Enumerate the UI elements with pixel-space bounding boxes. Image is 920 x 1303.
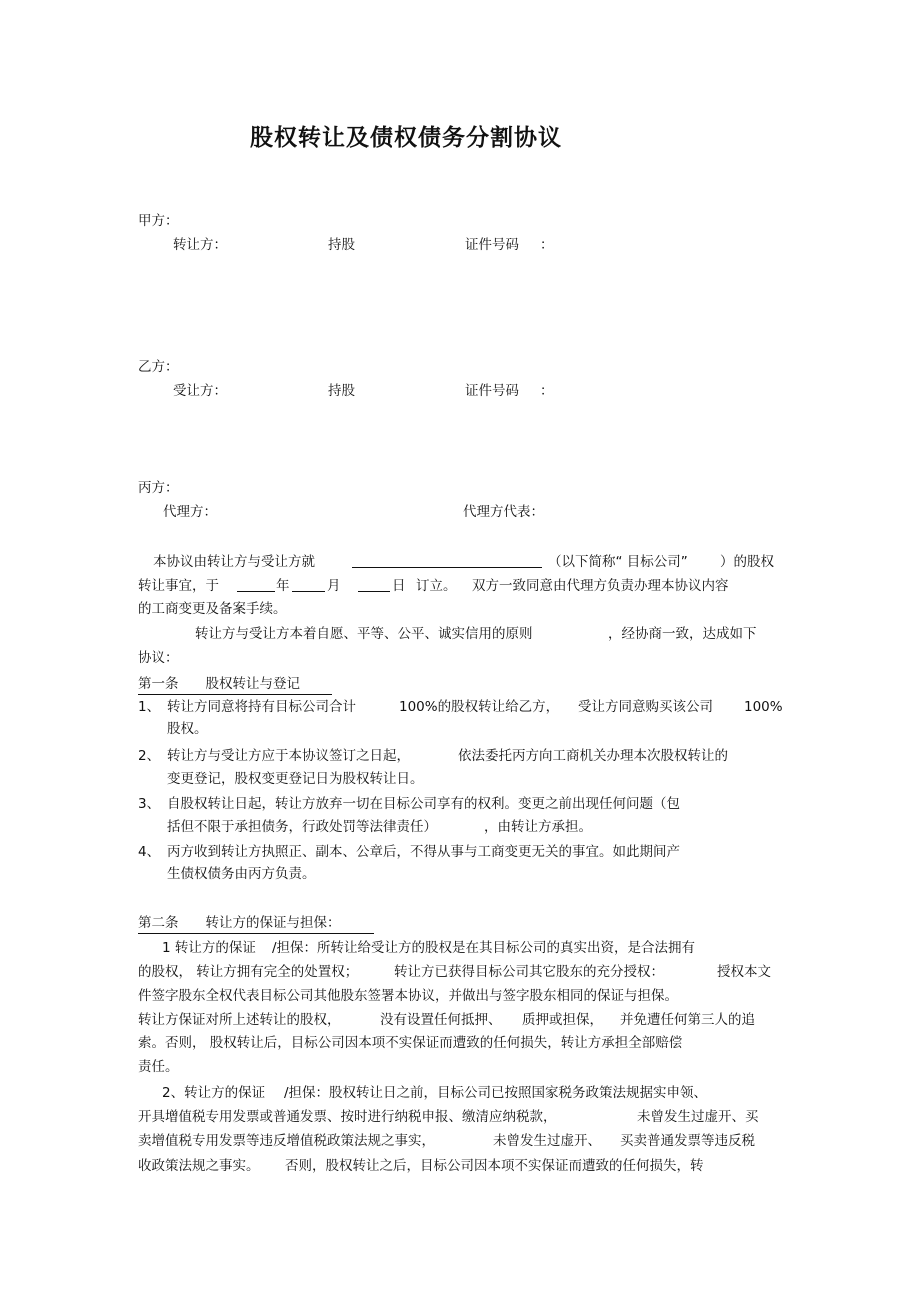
preamble-line1b: （以下简称“ 目标公司” <box>548 554 688 570</box>
party-a-heading: 甲方： <box>138 213 179 229</box>
company-name-blank <box>352 553 542 568</box>
preamble-line3: 的工商变更及备案手续。 <box>138 601 287 617</box>
a2-p1-l4a: 转让方保证对所上述转让的股权， <box>138 1012 341 1028</box>
a2-p1-l6: 责任。 <box>138 1059 179 1075</box>
a1-item1-num: 1、 <box>138 699 161 715</box>
preamble-line2c: 双方一致同意由代理方负责办理本协议内容 <box>472 578 729 594</box>
a1-item3-l2a: 括但不限于承担债务，行政处罚等法律责任） <box>167 819 437 835</box>
party-a-role: 转让方： <box>173 237 227 253</box>
party-c-agent: 代理方： <box>163 504 217 520</box>
a1-item1-l1b: 100%的股权转让给乙方， <box>399 699 560 715</box>
a2-p1-l4c: 质押或担保， <box>522 1012 603 1028</box>
a1-item1-l1c: 受让方同意购买该公司 <box>578 699 713 715</box>
document-title: 股权转让及债权债务分割协议 <box>250 125 562 151</box>
a2-p2-l3a: 卖增值税专用发票等违反增值税政策法规之事实， <box>138 1133 435 1149</box>
article-1-heading: 第一条 股权转让与登记 <box>138 675 332 695</box>
preamble-line2a: 转让事宜，于 <box>138 578 219 594</box>
a1-item1-l2: 股权。 <box>167 721 208 737</box>
a2-p1-l5: 索。否则， 股权转让后，目标公司因本项不实保证而遭致的任何损失，转让方承担全部赔偿 <box>138 1035 683 1051</box>
month-label: 月 <box>327 578 341 594</box>
party-a-id-label: 证件号码 <box>465 237 519 253</box>
a2-p1-l3: 件签字股东全权代表目标公司其他股东签署本协议，并做出与签字股东相同的保证与担保。 <box>138 988 678 1004</box>
party-c-agent-rep: 代理方代表： <box>463 504 544 520</box>
a2-p1-l4d: 并免遭任何第三人的追 <box>620 1012 755 1028</box>
preamble-line4b: ，经协商一致，达成如下 <box>608 626 757 642</box>
a1-item1-l1d: 100% <box>744 699 783 715</box>
a1-item3-l1a: 自股权转让日起，转让方放弃一切在目标公司享有的权利。变更之前出现任何问题（包 <box>167 796 680 812</box>
a1-item4-num: 4、 <box>138 844 161 860</box>
a2-p2-l3c: 买卖普通发票等违反税 <box>620 1133 755 1149</box>
preamble-line2b: 订立。 <box>416 578 457 594</box>
a1-item2-num: 2、 <box>138 748 161 764</box>
preamble-line4a: 转让方与受让方本着自愿、平等、公平、诚实信用的原则 <box>195 626 533 642</box>
party-b-heading: 乙方： <box>138 359 179 375</box>
preamble-line1c: ）的股权 <box>720 554 774 570</box>
article-2-heading: 第二条 转让方的保证与担保： <box>138 914 374 934</box>
preamble-line1a: 本协议由转让方与受让方就 <box>153 554 315 570</box>
day-blank <box>358 577 390 592</box>
a2-p1-l2a: 的股权， 转让方拥有完全的处置权； <box>138 964 359 980</box>
day-label: 日 <box>392 578 406 594</box>
a1-item4-l2: 生债权债务由丙方负责。 <box>167 866 316 882</box>
a2-p1-l4b: 没有设置任何抵押、 <box>380 1012 502 1028</box>
a2-p2-l1a: 2、转让方的保证 <box>162 1085 266 1101</box>
party-a-id-colon: ： <box>540 237 554 253</box>
a2-p2-l2b: 未曾发生过虚开、买 <box>637 1109 759 1125</box>
a2-p2-l3b: 未曾发生过虚开、 <box>493 1133 601 1149</box>
a2-p2-l2a: 开具增值税专用发票或普通发票、按时进行纳税申报、缴清应纳税款， <box>138 1109 557 1125</box>
party-b-shares: 持股 <box>328 383 355 399</box>
party-a-shares: 持股 <box>328 237 355 253</box>
year-label: 年 <box>276 578 290 594</box>
a2-p1-l1a: 1 转让方的保证 <box>162 940 256 956</box>
a2-p2-l1b: /担保：股权转让日之前，目标公司已按照国家税务政策法规据实申领、 <box>284 1085 708 1101</box>
a1-item2-l1a: 转让方与受让方应于本协议签订之日起， <box>167 748 410 764</box>
party-b-id-colon: ： <box>540 383 554 399</box>
month-blank <box>292 577 325 592</box>
a1-item3-num: 3、 <box>138 796 161 812</box>
party-c-heading: 丙方： <box>138 480 179 496</box>
a2-p1-l2b: 转让方已获得目标公司其它股东的充分授权： <box>394 964 664 980</box>
a1-item4-l1a: 丙方收到转让方执照正、副本、公章后，不得从事与工商变更无关的事宜。如此期间产 <box>167 844 680 860</box>
party-b-role: 受让方： <box>173 383 227 399</box>
a2-p2-l4a: 收政策法规之事实。 <box>138 1158 260 1174</box>
a1-item2-l1b: 依法委托丙方向工商机关办理本次股权转让的 <box>458 748 728 764</box>
year-blank <box>237 577 275 592</box>
a2-p1-l2c: 授权本文 <box>717 964 771 980</box>
a1-item2-l2: 变更登记，股权变更登记日为股权转让日。 <box>167 771 424 787</box>
a2-p1-l1b: /担保：所转让给受让方的股权是在其目标公司的真实出资，是合法拥有 <box>272 940 696 956</box>
a1-item3-l2b: ，由转让方承担。 <box>484 819 592 835</box>
preamble-line5: 协议： <box>138 650 179 666</box>
party-b-id-label: 证件号码 <box>465 383 519 399</box>
a2-p2-l4b: 否则，股权转让之后，目标公司因本项不实保证而遭致的任何损失，转 <box>285 1158 704 1174</box>
a1-item1-l1a: 转让方同意将持有目标公司合计 <box>167 699 356 715</box>
